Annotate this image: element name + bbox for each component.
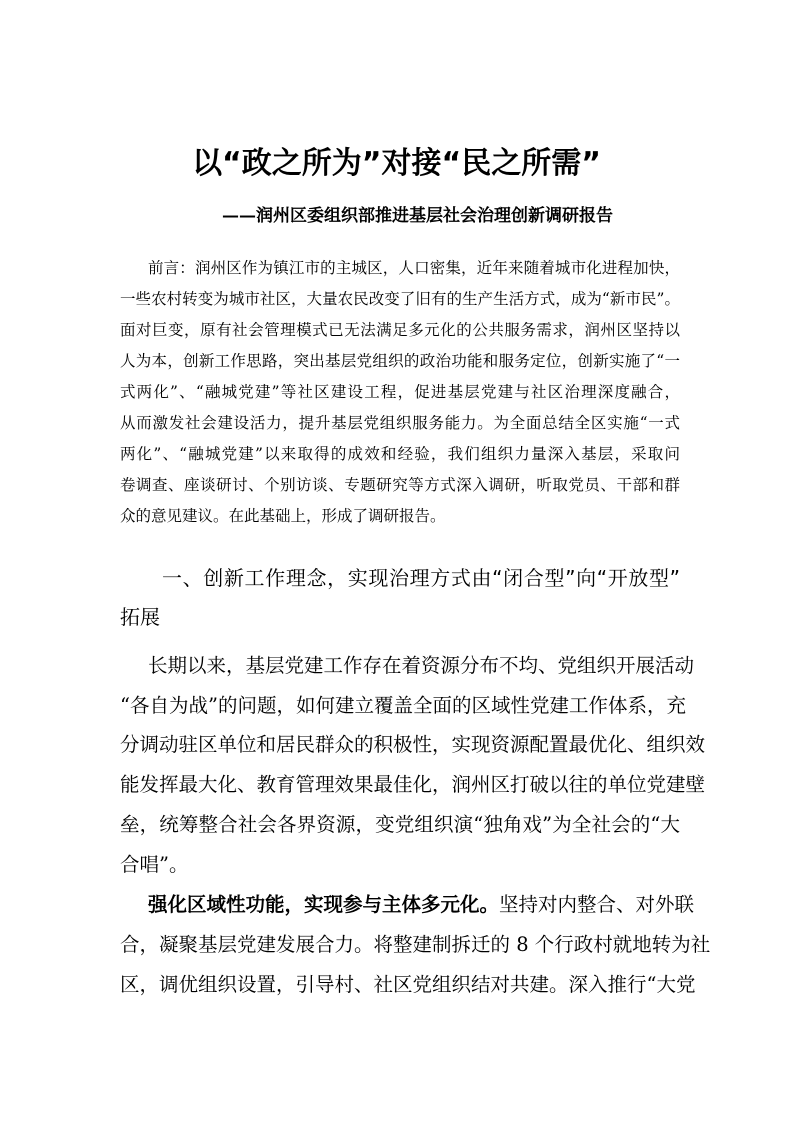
heading-line: 拓展 <box>120 605 160 629</box>
preface-line: 人为本，创新工作思路，突出基层党组织的政治功能和服务定位，创新实施了“一 <box>120 352 680 370</box>
body-line: 能发挥最大化、教育管理效果最佳化，润州区打破以往的单位党建壁 <box>120 773 706 796</box>
document-subtitle: ——润州区委组织部推进基层社会治理创新调研报告 <box>222 206 613 226</box>
body-line: “各自为战”的问题，如何建立覆盖全面的区域性党建工作体系，充 <box>120 694 686 717</box>
body-line: 长期以来，基层党建工作存在着资源分布不均、党组织开展活动 <box>148 654 695 677</box>
document-title: 以“政之所为”对接“民之所需” <box>192 146 601 181</box>
body-line: 区，调优组织设置，引导村、社区党组织结对共建。深入推行“大党 <box>120 973 696 996</box>
preface-line: 众的意见建议。在此基础上，形成了调研报告。 <box>120 507 446 525</box>
body-line: 垒，统筹整合社会各界资源，变党组织演“独角戏”为全社会的“大 <box>120 813 680 836</box>
body-text: 坚持对内整合、对外联 <box>499 893 695 916</box>
preface-line: 两化”、“融城党建”以来取得的成效和经验，我们组织力量深入基层，采取问 <box>120 445 680 463</box>
heading-line: 一、创新工作理念，实现治理方式由“闭合型”向“开放型” <box>162 566 680 590</box>
body-line: 合，凝聚基层党建发展合力。将整建制拆迁的 8 个行政村就地转为社 <box>120 933 711 956</box>
preface-line: 面对巨变，原有社会管理模式已无法满足多元化的公共服务需求，润州区坚持以 <box>120 321 680 339</box>
preface-line: 一些农村转变为城市社区，大量农民改变了旧有的生产生活方式，成为“新市民”。 <box>120 290 680 308</box>
body-line <box>148 889 695 917</box>
preface-line: 前言：润州区作为镇江市的主城区，人口密集，近年来随着城市化进程加快， <box>148 259 680 277</box>
bold-lead: 强化区域性功能，实现参与主体多元化。 <box>148 893 500 916</box>
preface-line: 式两化”、“融城党建”等社区建设工程，促进基层党建与社区治理深度融合， <box>120 383 680 401</box>
body-line: 合唱”。 <box>120 853 189 876</box>
body-line: 分调动驻区单位和居民群众的积极性，实现资源配置最优化、组织效 <box>120 733 706 756</box>
preface-line: 卷调查、座谈研讨、个别访谈、专题研究等方式深入调研，听取党员、干部和群 <box>120 476 680 494</box>
preface-line: 从而激发社会建设活力，提升基层党组织服务能力。为全面总结全区实施“一式 <box>120 414 680 432</box>
